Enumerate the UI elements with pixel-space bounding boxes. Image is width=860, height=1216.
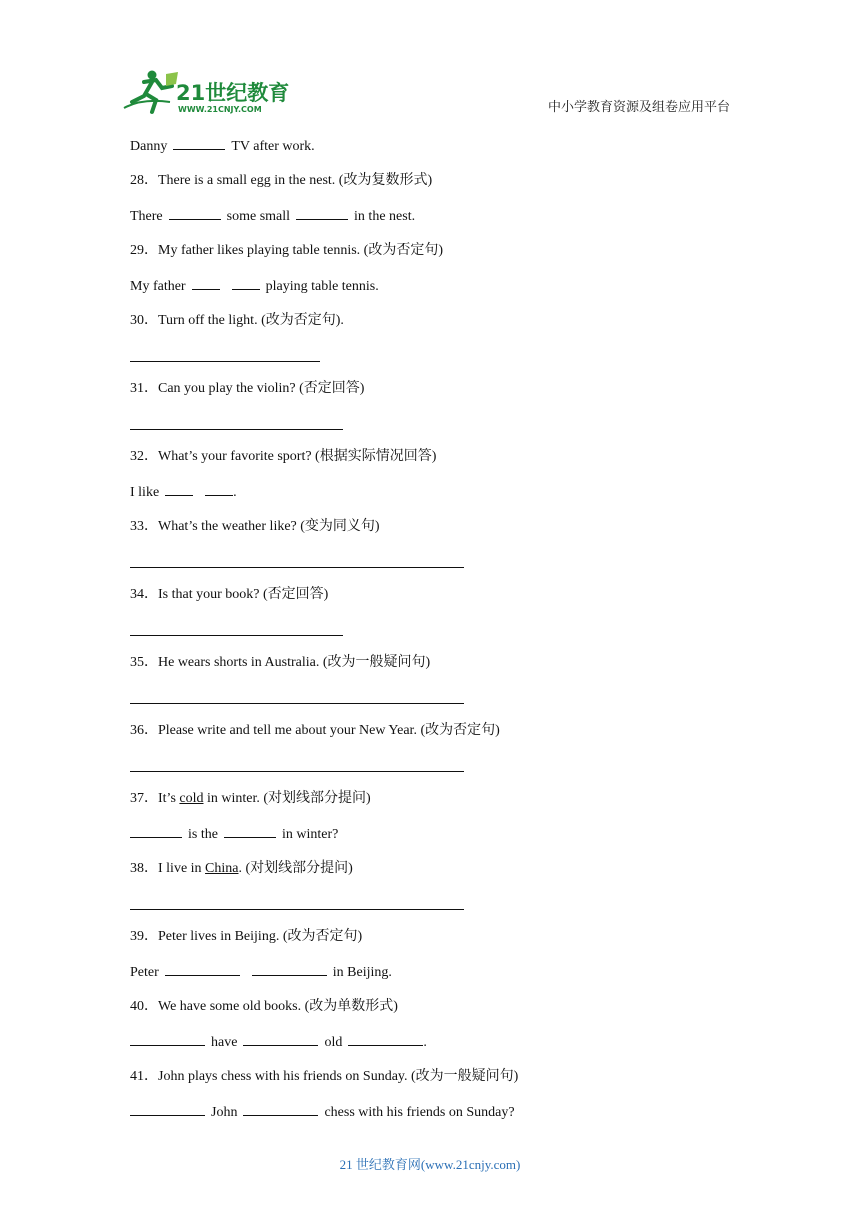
- underlined-word: China: [205, 861, 239, 876]
- answer-blank[interactable]: [192, 276, 220, 290]
- svg-text:WWW.21CNJY.COM: WWW.21CNJY.COM: [178, 105, 262, 114]
- answer-blank[interactable]: [130, 1102, 205, 1116]
- answer-blank[interactable]: [173, 136, 225, 150]
- answer-blank[interactable]: [165, 962, 240, 976]
- answer-blank[interactable]: [252, 962, 327, 976]
- answer-blank[interactable]: [243, 1032, 318, 1046]
- q37-question: 37．It’s cold in winter. (对划线部分提问): [130, 791, 371, 806]
- q39-question: 39．Peter lives in Beijing. (改为否定句): [130, 929, 363, 944]
- q33-answer-line[interactable]: [130, 552, 750, 570]
- answer-blank[interactable]: [243, 1102, 318, 1116]
- answer-blank[interactable]: [296, 206, 348, 220]
- q33-question: 33．What’s the weather like? (变为同义句): [130, 519, 380, 534]
- q28-answer: There some small in the nest.: [130, 206, 750, 226]
- q36-answer-line[interactable]: [130, 756, 750, 774]
- answer-blank[interactable]: [169, 206, 221, 220]
- worksheet-body: [130, 136, 750, 1138]
- q31-answer-line[interactable]: [130, 414, 750, 432]
- answer-blank[interactable]: [130, 824, 182, 838]
- answer-blank[interactable]: [224, 824, 276, 838]
- q32-answer: I like .: [130, 482, 750, 502]
- q30-question: 30．Turn off the light. (改为否定句).: [130, 313, 344, 328]
- answer-blank[interactable]: [165, 482, 193, 496]
- platform-name: 中小学教育资源及组卷应用平台: [547, 99, 730, 114]
- q29-question: 29．My father likes playing table tennis. (改为否定句): [130, 243, 443, 258]
- q37-answer: is the in winter?: [130, 824, 750, 844]
- q36-question: 36．Please write and tell me about your New Year. (改为否定句): [130, 723, 500, 738]
- q29-answer: My father playing table tennis.: [130, 276, 750, 296]
- q34-question: 34．Is that your book? (否定回答): [130, 587, 329, 602]
- page-footer[interactable]: 21 世纪教育网(www.21cnjy.com): [339, 1157, 521, 1172]
- underlined-word: cold: [179, 791, 204, 806]
- page-header: [0, 0, 860, 125]
- answer-blank[interactable]: [232, 276, 260, 290]
- q32-question: 32．What’s your favorite sport? (根据实际情况回答): [130, 449, 437, 464]
- q28-question: 28．There is a small egg in the nest. (改为复数形式): [130, 173, 433, 188]
- answer-blank[interactable]: [130, 1032, 205, 1046]
- q30-answer-line[interactable]: [130, 346, 750, 364]
- logo-21cnjy: [122, 68, 292, 116]
- q34-answer-line[interactable]: [130, 620, 750, 638]
- q35-question: 35．He wears shorts in Australia. (改为一般疑问句): [130, 655, 431, 670]
- q41-answer: John chess with his friends on Sunday?: [130, 1102, 750, 1122]
- q31-question: 31．Can you play the violin? (否定回答): [130, 381, 365, 396]
- q27-answer: Danny TV after work.: [130, 136, 750, 156]
- q40-question: 40．We have some old books. (改为单数形式): [130, 999, 398, 1014]
- q35-answer-line[interactable]: [130, 688, 750, 706]
- q41-question: 41．John plays chess with his friends on Sunday. (改为一般疑问句): [130, 1069, 519, 1084]
- q38-question: 38．I live in China. (对划线部分提问): [130, 861, 353, 876]
- answer-blank[interactable]: [348, 1032, 423, 1046]
- q38-answer-line[interactable]: [130, 894, 750, 912]
- svg-text:21世纪教育: 21世纪教育: [176, 81, 290, 105]
- answer-blank[interactable]: [205, 482, 233, 496]
- q39-answer: Peter in Beijing.: [130, 962, 750, 982]
- q40-answer: have old .: [130, 1032, 750, 1052]
